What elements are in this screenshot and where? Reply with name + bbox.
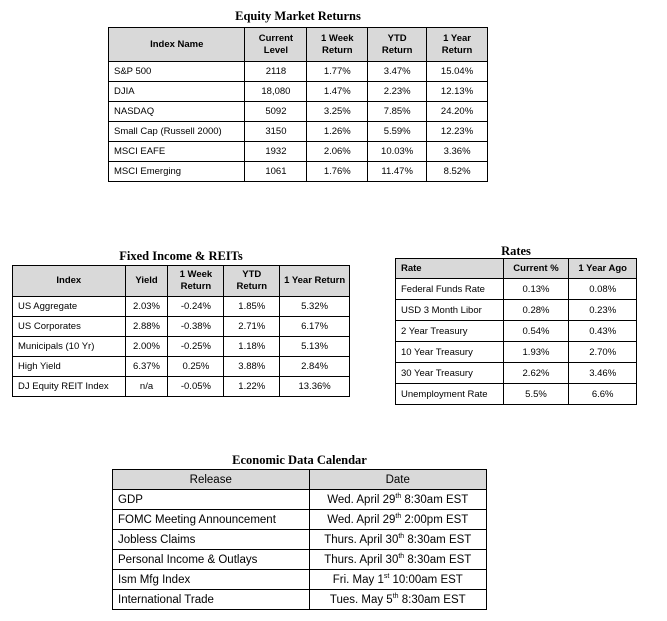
date-text: Thurs. April 30 xyxy=(324,553,399,566)
release-cell: International Trade xyxy=(113,590,310,610)
release-cell: FOMC Meeting Announcement xyxy=(113,510,310,530)
cell: DJ Equity REIT Index xyxy=(13,377,126,397)
cell: -0.05% xyxy=(168,377,224,397)
date-time: 10:00am EST xyxy=(389,573,463,586)
fixed-income-title: Fixed Income & REITs xyxy=(119,249,243,263)
calendar-title: Economic Data Calendar xyxy=(232,453,367,467)
cell: 8.52% xyxy=(427,162,488,182)
cell: 7.85% xyxy=(368,102,427,122)
cell: 10 Year Treasury xyxy=(396,342,504,363)
table-row xyxy=(109,62,488,82)
release-cell: Jobless Claims xyxy=(113,530,310,550)
cell: 24.20% xyxy=(427,102,488,122)
cell: 2 Year Treasury xyxy=(396,321,504,342)
cell: 12.23% xyxy=(427,122,488,142)
cell: 30 Year Treasury xyxy=(396,363,504,384)
cell: 6.37% xyxy=(125,357,168,377)
equity-header: Current Level xyxy=(245,28,307,62)
cell: 1061 xyxy=(245,162,307,182)
equity-table xyxy=(108,27,488,182)
cell: 1.47% xyxy=(307,82,368,102)
cell: 3150 xyxy=(245,122,307,142)
cell: 5.32% xyxy=(280,297,350,317)
date-text: Thurs. April 30 xyxy=(324,533,399,546)
cell: 10.03% xyxy=(368,142,427,162)
rates-header: Rate xyxy=(396,259,504,279)
table-row xyxy=(13,317,350,337)
cell: 2.62% xyxy=(503,363,569,384)
table-row xyxy=(13,377,350,397)
cell: 0.28% xyxy=(503,300,569,321)
cell: 0.25% xyxy=(168,357,224,377)
cell: S&P 500 xyxy=(109,62,245,82)
cell: 1.22% xyxy=(224,377,280,397)
table-row xyxy=(113,490,487,510)
date-text: Wed. April 29 xyxy=(327,493,396,506)
cell: 3.47% xyxy=(368,62,427,82)
cell: 2.70% xyxy=(569,342,637,363)
cell: -0.38% xyxy=(168,317,224,337)
rates-table xyxy=(395,258,637,405)
fixed-income-header: Yield xyxy=(125,266,168,297)
cell: 1.85% xyxy=(224,297,280,317)
cell: 0.43% xyxy=(569,321,637,342)
table-row xyxy=(396,279,637,300)
cell: 18,080 xyxy=(245,82,307,102)
cell: 1.76% xyxy=(307,162,368,182)
cell: 1.18% xyxy=(224,337,280,357)
date-cell xyxy=(309,530,486,550)
date-text: Fri. May 1 xyxy=(332,573,384,586)
table-row xyxy=(113,570,487,590)
fixed-income-header: Index xyxy=(13,266,126,297)
date-cell xyxy=(309,590,486,610)
cell: Federal Funds Rate xyxy=(396,279,504,300)
equity-header: YTD Return xyxy=(368,28,427,62)
table-row xyxy=(396,384,637,405)
table-row xyxy=(396,300,637,321)
calendar-header: Release xyxy=(113,470,310,490)
cell: USD 3 Month Libor xyxy=(396,300,504,321)
date-time: 8:30am EST xyxy=(404,553,472,566)
cell: 5.59% xyxy=(368,122,427,142)
table-row xyxy=(113,550,487,570)
date-suffix: th xyxy=(395,492,402,500)
cell: n/a xyxy=(125,377,168,397)
cell: 5092 xyxy=(245,102,307,122)
cell: Municipals (10 Yr) xyxy=(13,337,126,357)
date-cell xyxy=(309,510,486,530)
fixed-income-header: YTD Return xyxy=(224,266,280,297)
release-cell: GDP xyxy=(113,490,310,510)
cell: 3.88% xyxy=(224,357,280,377)
release-cell: Personal Income & Outlays xyxy=(113,550,310,570)
equity-header: Index Name xyxy=(109,28,245,62)
cell: 13.36% xyxy=(280,377,350,397)
table-row xyxy=(13,337,350,357)
equity-title: Equity Market Returns xyxy=(235,9,361,23)
cell: 2.06% xyxy=(307,142,368,162)
table-row xyxy=(113,510,487,530)
date-suffix: th xyxy=(395,512,402,520)
cell: 5.5% xyxy=(503,384,569,405)
date-cell xyxy=(309,490,486,510)
cell: 1.26% xyxy=(307,122,368,142)
cell: NASDAQ xyxy=(109,102,245,122)
cell: 3.25% xyxy=(307,102,368,122)
date-time: 8:30am EST xyxy=(398,593,466,606)
table-row xyxy=(113,530,487,550)
cell: 3.46% xyxy=(569,363,637,384)
cell: 11.47% xyxy=(368,162,427,182)
table-row xyxy=(109,122,488,142)
date-text: Wed. April 29 xyxy=(327,513,396,526)
cell: 3.36% xyxy=(427,142,488,162)
cell: 2.00% xyxy=(125,337,168,357)
cell: DJIA xyxy=(109,82,245,102)
cell: High Yield xyxy=(13,357,126,377)
cell: 1.93% xyxy=(503,342,569,363)
cell: 0.08% xyxy=(569,279,637,300)
cell: 2.23% xyxy=(368,82,427,102)
rates-header: Current % xyxy=(503,259,569,279)
date-suffix: th xyxy=(392,592,399,600)
cell: 0.54% xyxy=(503,321,569,342)
equity-header: 1 Week Return xyxy=(307,28,368,62)
date-suffix: th xyxy=(398,552,405,560)
cell: MSCI Emerging xyxy=(109,162,245,182)
fixed-income-header: 1 Week Return xyxy=(168,266,224,297)
table-row xyxy=(109,82,488,102)
date-suffix: th xyxy=(398,532,405,540)
cell: 0.23% xyxy=(569,300,637,321)
fixed-income-table xyxy=(12,265,350,397)
table-row xyxy=(109,142,488,162)
equity-header: 1 Year Return xyxy=(427,28,488,62)
cell: 0.13% xyxy=(503,279,569,300)
cell: 1932 xyxy=(245,142,307,162)
table-row xyxy=(13,357,350,377)
table-row xyxy=(396,321,637,342)
rates-header: 1 Year Ago xyxy=(569,259,637,279)
table-row xyxy=(396,342,637,363)
cell: 2.03% xyxy=(125,297,168,317)
table-row xyxy=(396,363,637,384)
date-time: 8:30am EST xyxy=(401,493,469,506)
calendar-header: Date xyxy=(309,470,486,490)
table-row xyxy=(109,102,488,122)
cell: 6.17% xyxy=(280,317,350,337)
cell: 2.88% xyxy=(125,317,168,337)
cell: 2118 xyxy=(245,62,307,82)
date-cell xyxy=(309,570,486,590)
cell: Small Cap (Russell 2000) xyxy=(109,122,245,142)
cell: 2.71% xyxy=(224,317,280,337)
table-row xyxy=(113,590,487,610)
cell: Unemployment Rate xyxy=(396,384,504,405)
table-row xyxy=(13,297,350,317)
cell: US Aggregate xyxy=(13,297,126,317)
cell: 2.84% xyxy=(280,357,350,377)
cell: -0.25% xyxy=(168,337,224,357)
date-suffix: st xyxy=(383,572,390,580)
cell: MSCI EAFE xyxy=(109,142,245,162)
cell: 1.77% xyxy=(307,62,368,82)
cell: 15.04% xyxy=(427,62,488,82)
table-row xyxy=(109,162,488,182)
cell: 6.6% xyxy=(569,384,637,405)
release-cell: Ism Mfg Index xyxy=(113,570,310,590)
calendar-table xyxy=(112,469,487,610)
cell: -0.24% xyxy=(168,297,224,317)
cell: 12.13% xyxy=(427,82,488,102)
date-text: Tues. May 5 xyxy=(329,593,393,606)
date-time: 2:00pm EST xyxy=(401,513,469,526)
cell: US Corporates xyxy=(13,317,126,337)
cell: 5.13% xyxy=(280,337,350,357)
date-cell xyxy=(309,550,486,570)
fixed-income-header: 1 Year Return xyxy=(280,266,350,297)
date-time: 8:30am EST xyxy=(404,533,472,546)
rates-title: Rates xyxy=(501,244,531,258)
